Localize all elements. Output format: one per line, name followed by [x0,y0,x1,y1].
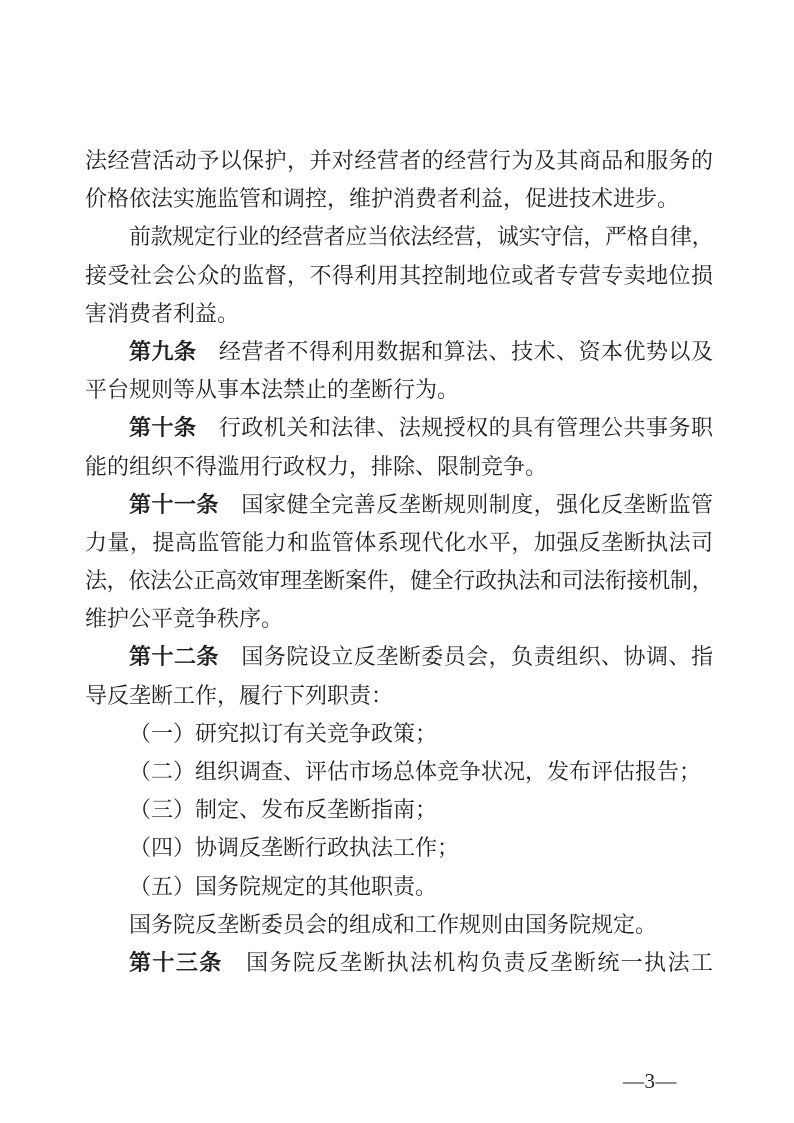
text-line: 第十一条 国家健全完善反垄断规则制度，强化反垄断监管 [129,491,713,517]
text-line: 前款规定行业的经营者应当依法经营，诚实守信，严格自律， [129,224,713,250]
text-line: 接受社会公众的监督，不得利用其控制地位或者专营专卖地位损 [85,262,713,288]
text-line: 第九条 经营者不得利用数据和算法、技术、资本优势以及 [129,338,713,364]
page-number: —3— [623,1069,677,1093]
article-number: 第十二条 [129,644,219,670]
text-line: 法经营活动予以保护，并对经营者的经营行为及其商品和服务的 [85,148,713,173]
text-line: 国务院反垄断委员会的组成和工作规则由国务院规定。 [129,911,658,937]
text-line: 法，依法公正高效审理垄断案件，健全行政执法和司法衔接机制， [85,568,713,594]
text-line: 第十条 行政机关和法律、法规授权的具有管理公共事务职 [129,415,713,441]
paragraph [85,944,713,982]
text-line: 导反垄断工作，履行下列职责： [85,682,394,708]
paragraph [85,715,713,753]
article-number: 第十三条 [129,949,223,975]
text-line: （五）国务院规定的其他职责。 [129,873,438,899]
paragraph [85,218,713,333]
article-number: 第十条 [129,415,197,441]
paragraph [85,753,713,791]
text-line: 能的组织不得滥用行政权力，排除、限制竞争。 [85,453,548,479]
text-line: （四）协调反垄断行政执法工作； [129,835,460,861]
paragraph [85,638,713,714]
text-line: 第十三条 国务院反垄断执法机构负责反垄断统一执法工 [129,949,713,975]
text-line: 力量，提高监管能力和监管体系现代化水平，加强反垄断执法司 [85,529,713,555]
paragraph [85,142,713,218]
text-line: 平台规则等从事本法禁止的垄断行为。 [85,377,460,403]
article-number: 第九条 [129,338,197,364]
text-line: （三）制定、发布反垄断指南； [129,797,438,823]
paragraph [85,868,713,906]
document-body [85,142,713,982]
paragraph [85,333,713,409]
text-line: 维护公平竞争秩序。 [85,606,284,632]
paragraph [85,906,713,944]
text-line: （二）组织调查、评估市场总体竞争状况，发布评估报告； [129,759,702,784]
text-line: （一）研究拟订有关竞争政策； [129,720,438,746]
article-number: 第十一条 [129,491,219,517]
text-line: 第十二条 国务院设立反垄断委员会，负责组织、协调、指 [129,644,713,670]
paragraph [85,409,713,485]
paragraph [85,791,713,829]
text-line: 害消费者利益。 [85,300,240,326]
text-line: 价格依法实施监管和调控，维护消费者利益，促进技术进步。 [85,186,680,212]
paragraph [85,486,713,639]
paragraph [85,829,713,867]
